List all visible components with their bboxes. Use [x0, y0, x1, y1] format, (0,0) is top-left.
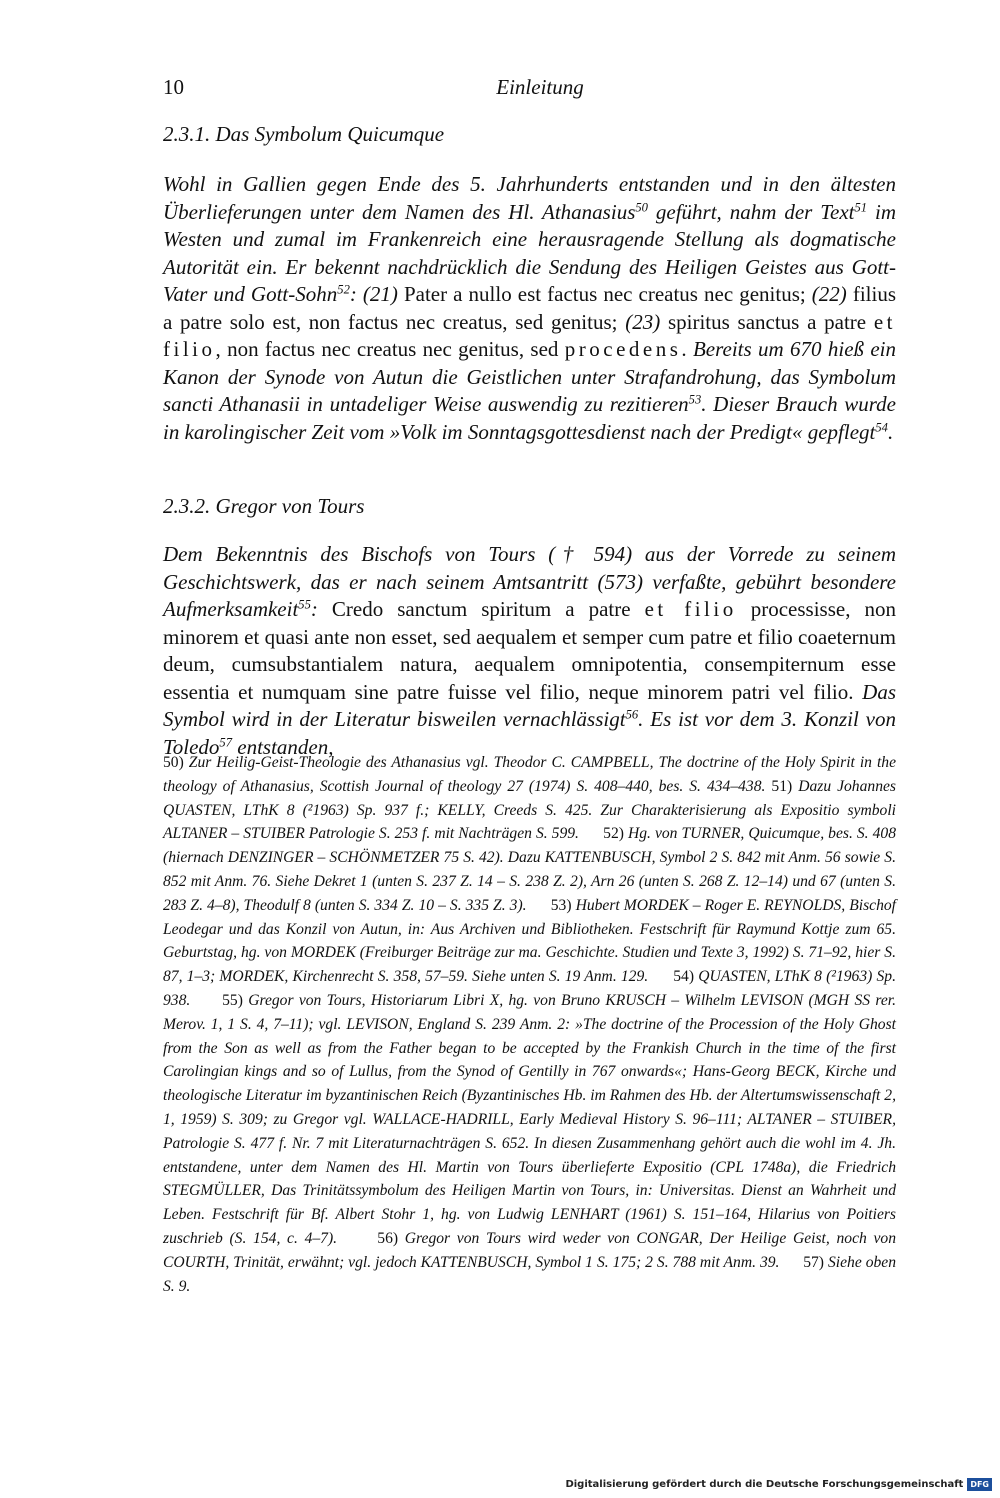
latin-text: Pater a nullo est factus nec creatus nec genitus; — [397, 282, 812, 306]
para-text: . Es ist vor dem 3. Konzil von Toledo — [163, 707, 896, 759]
footnote-ref-51[interactable]: 51 — [854, 199, 868, 214]
para-text: Dem Bekenntnis des Bischofs von Tours († 594) aus der Vorrede zu seinem Geschichtswerk, das er nach seinem Amtsantritt (573) verfaßte, gebührt besondere Aufmerksamkeit — [163, 542, 896, 621]
para-text: entstanden, — [232, 734, 334, 759]
footnote-number-51: 51) — [771, 777, 793, 795]
verse-number-23: (23) — [625, 309, 661, 334]
footnote-ref-52[interactable]: 52 — [337, 282, 350, 297]
footnote-number-57: 57) — [803, 1253, 824, 1271]
footnote-number-56: 56) — [377, 1229, 399, 1247]
para-text: Bereits um 670 hieß ein Kanon der Synode von Autun die Geistlichen unter Strafandrohung, das Symbolum sancti Athanasii in untadeliger Weise auswendig zu rezitieren — [163, 337, 897, 416]
latin-text: filius a patre solo est, non factus nec creatus, sed genitus; — [163, 282, 897, 334]
footnote-number-55: 55) — [222, 991, 243, 1009]
footnote-ref-56[interactable]: 56 — [625, 707, 639, 722]
section-2-3-2-paragraph — [163, 541, 896, 761]
para-text: im Westen und zumal im Frankenreich eine herausragende Stellung als dogmatische Autorität ein. Er bekennt nachdrücklich die Sendung des Heiligen Geistes aus Gott-Vater und Gott-Sohn — [163, 199, 897, 306]
verse-number-22: (22) — [811, 282, 847, 306]
footnote-number-52: 52) — [603, 825, 624, 843]
footnote-ref-55[interactable]: 55 — [298, 597, 311, 612]
footnote-57: Siehe oben S. 9. — [163, 1253, 897, 1295]
spaced-latin-et-filio: et filio — [163, 309, 896, 361]
footnote-ref-53[interactable]: 53 — [688, 392, 702, 407]
footnote-ref-54[interactable]: 54 — [875, 419, 888, 434]
footnote-54: QUASTEN, LThK 8 (²1963) Sp. 938. — [163, 968, 896, 1009]
footnote-52: Hg. von TURNER, Quicumque, bes. S. 408 (hiernach DENZINGER – SCHÖNMETZER 75 S. 42). Dazu KATTENBUSCH, Symbol 2 S. 842 mit Anm. 56 sowie S. 852 mit Anm. 76. Siehe Dekret 1 (unten S. 237 Z. 14 – S. 238 Z. 2), Arn 26 (unten S. 268 Z. 12–14) und 67 (unten S. 283 Z. 4–8), Theodulf 8 (unten S. 334 Z. 10 – S. 335 Z. 3). — [163, 825, 896, 914]
footnote-50: Zur Heilig-Geist-Theologie des Athanasius vgl. Theodor C. CAMPBELL, The doctrine of the Holy Spirit in the theology of Athanasius, Scottish Journal of theology 27 (1974) S. 408–440, bes. S. 434–438. — [163, 754, 896, 795]
footnote-55: Gregor von Tours, Historiarum Libri X, hg. von Bruno KRUSCH – Wilhelm LEVISON (MGH SS rer. Merov. 1, 1 S. 4, 7–11); vgl. LEVISON, England S. 239 Anm. 2: »The doctrine of the Procession of the Holy Ghost from the Son as well as from the Father began to be accepted by the Frankish Church in the time of the first Carolingian kings and so of Lullus, from the Synod of Gentilly in 767 onwards«; Hans-Georg BECK, Kirche und theologische Literatur im byzantinischen Reich (Byzantinisches Hb. im Rahmen des Hb. der Altertumswissenschaft 2, 1, 1959) S. 309; zu Gregor vgl. WALLACE-HADRILL, Early Medieval History S. 96–111; ALTANER – STUIBER, Patrologie S. 477 f. Nr. 7 mit Literaturnachträgen S. 652. In diesen Zusammenhang gehört auch die wohl im 4. Jh. entstandene, unter dem Namen des Hl. Martin von Tours überlieferte Expositio (CPL 1748a), die Friedrich STEGMÜLLER, Das Trinitätssymbolum des Heiligen Martin von Tours, in: Universitas. Dienst an Wahrheit und Leben. Festschrift für Bf. Albert Stohr 1, hg. von Ludwig LENHART (1961) S. 151–164, Hilarius von Poitiers zuschrieb (S. 154, c. 4–7). — [163, 991, 897, 1247]
footnote-ref-57[interactable]: 57 — [219, 734, 233, 749]
section-2-3-1-paragraph — [163, 171, 896, 446]
section-heading-2-3-1: 2.3.1. Das Symbolum Quicumque — [163, 122, 445, 146]
running-head: Einleitung — [496, 75, 584, 99]
para-text: geführt, nahm der Text — [647, 199, 855, 224]
latin-text: spiritus sanctus a patre — [660, 309, 874, 334]
latin-text: , non factus nec creatus nec genitus, sed — [215, 337, 565, 361]
para-text: Wohl in Gallien gegen Ende des 5. Jahrhunderts entstanden und in den ältesten Überlieferungen unter dem Namen des Hl. Athanasius — [163, 172, 896, 224]
footnote-51: Dazu Johannes QUASTEN, LThK 8 (²1963) Sp. 937 f.; KELLY, Creeds S. 425. Zur Charakterisierung als Expositio symboli ALTANER – STUIBER Patrologie S. 253 f. mit Nachträgen S. 599. — [163, 777, 896, 843]
footnote-56: Gregor von Tours wird weder von CONGAR, Der Heilige Geist, noch von COURTH, Trinität, erwähnt; vgl. jedoch KATTENBUSCH, Symbol 1 S. 175; 2 S. 788 mit Anm. 39. — [163, 1229, 896, 1271]
footnote-number-50: 50) — [163, 754, 184, 771]
para-text: . — [887, 419, 894, 444]
footnote-ref-50[interactable]: 50 — [635, 199, 648, 214]
latin-text: processisse, non minorem et quasi ante non esset, sed aequalem et semper cum patre et filio coaeternum deum, cumsubstantialem natura, aequalem omnipotentia, consempiternum esse essentia et numquam sine patre fuisse vel filio, neque minorem patri vel filio. — [163, 597, 896, 704]
verse-number-21: : (21) — [349, 282, 398, 306]
footnotes-block — [163, 751, 896, 1298]
footer-text: Digitalisierung gefördert durch die Deutsche Forschungsgemeinschaft — [565, 1478, 964, 1490]
spaced-latin-et-filio: et filio — [644, 597, 737, 621]
section-heading-2-3-2: 2.3.2. Gregor von Tours — [163, 494, 365, 518]
digitization-footer — [565, 1477, 992, 1491]
footnote-text — [163, 751, 896, 1298]
footnote-number-53: 53) — [550, 896, 572, 914]
para-text: : — [310, 597, 318, 621]
footnote-53: Hubert MORDEK – Roger E. REYNOLDS, Bischof Leodegar und das Konzil von Autun, in: Aus Archiven und Bibliotheken. Festschrift für Raymund Kottje zum 65. Geburtstag, hg. von MORDEK (Freiburger Beiträge zur ma. Geschichte. Studien und Texte 3, 1992) S. 71–92, hier S. 87, 1–3; MORDEK, Kirchenrecht S. 358, 57–59. Siehe unten S. 19 Anm. 129. — [163, 896, 896, 986]
footnote-number-54: 54) — [673, 968, 695, 986]
page-number: 10 — [163, 75, 184, 99]
spaced-latin-procedens: procedens — [564, 337, 682, 361]
para-text: . Dieser Brauch wurde in karolingischer Zeit vom »Volk im Sonntagsgottesdienst nach der Predigt« gepflegt — [163, 392, 896, 444]
latin-text: Credo sanctum spiritum a patre — [317, 597, 645, 621]
latin-text: . — [681, 337, 693, 361]
para-text: Das Symbol wird in der Literatur bisweilen vernachlässigt — [163, 679, 896, 731]
dfg-logo: DFG — [967, 1478, 992, 1491]
